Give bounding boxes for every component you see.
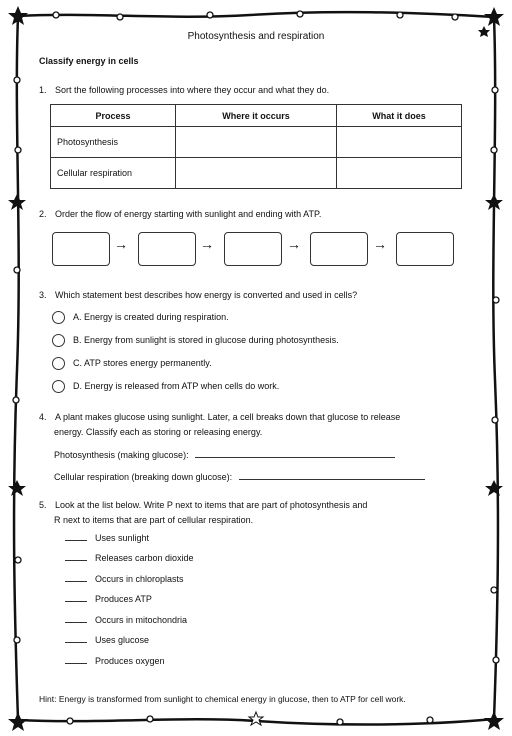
question-text-continued: R next to items that are part of cellular respiration.: [54, 515, 254, 525]
radio-circle-icon[interactable]: [52, 334, 65, 347]
table-row: [51, 158, 462, 189]
flow-box[interactable]: [396, 232, 454, 266]
process-table: [50, 104, 462, 189]
question-5: [39, 498, 367, 513]
option-label: B. Energy from sunlight is stored in glucose during photosynthesis.: [73, 334, 339, 345]
table-header: Process: [51, 105, 176, 127]
radio-circle-icon[interactable]: [52, 311, 65, 324]
question-text: Look at the list below. Write P next to items that are part of photosynthesis and: [55, 500, 368, 510]
flow-box[interactable]: [138, 232, 196, 266]
hint-text: Hint: Energy is transformed from sunlight to chemical energy in glucose, then to ATP for cell work.: [39, 694, 406, 704]
question-3: [39, 288, 357, 303]
radio-circle-icon[interactable]: [52, 380, 65, 393]
answer-blank[interactable]: [65, 622, 87, 623]
field-label: Cellular respiration (breaking down glucose):: [54, 472, 233, 482]
answer-blank[interactable]: [65, 560, 87, 561]
answer-blank[interactable]: [65, 642, 87, 643]
option-label: C. ATP stores energy permanently.: [73, 357, 212, 368]
question-text: Which statement best describes how energy is converted and used in cells?: [55, 290, 358, 300]
question-number: 5.: [39, 500, 47, 510]
question-number: 2.: [39, 209, 47, 219]
page-title: Photosynthesis and respiration: [187, 31, 325, 42]
arrow-right-icon: →: [287, 236, 301, 252]
arrow-right-icon: →: [200, 236, 214, 252]
section-heading: Classify energy in cells: [39, 56, 139, 66]
item-label: Produces oxygen: [95, 656, 165, 666]
star-icon: [8, 480, 26, 496]
list-item: [65, 553, 194, 563]
flow-box[interactable]: [224, 232, 282, 266]
question-text-continued: energy. Classify each as storing or releasing energy.: [54, 427, 263, 437]
option-label: A. Energy is created during respiration.: [73, 311, 229, 322]
question-2: [39, 207, 321, 222]
question-number: 1.: [39, 85, 47, 95]
question-number: 4.: [39, 412, 47, 422]
item-label: Occurs in mitochondria: [95, 615, 188, 625]
answer-line[interactable]: [239, 479, 425, 480]
question-1: [39, 83, 329, 98]
answer-cell[interactable]: [176, 158, 337, 189]
list-item: [65, 594, 152, 604]
star-icon: [484, 711, 504, 730]
star-icon: [8, 712, 28, 731]
answer-cell[interactable]: [337, 158, 462, 189]
question-text: Order the flow of energy starting with sunlight and ending with ATP.: [55, 209, 322, 219]
photosynthesis-field: [54, 448, 395, 463]
list-item: [65, 533, 149, 543]
flow-box[interactable]: [310, 232, 368, 266]
answer-blank[interactable]: [65, 540, 87, 541]
question-number: 3.: [39, 290, 47, 300]
item-label: Occurs in chloroplasts: [95, 574, 184, 584]
question-text: A plant makes glucose using sunlight. Later, a cell breaks down that glucose to release: [55, 412, 401, 422]
answer-cell[interactable]: [337, 127, 462, 158]
option-a[interactable]: [52, 311, 229, 324]
answer-blank[interactable]: [65, 601, 87, 602]
answer-cell[interactable]: [176, 127, 337, 158]
list-item: [65, 615, 187, 625]
star-icon: [485, 480, 503, 496]
answer-blank[interactable]: [65, 663, 87, 664]
table-cell: Photosynthesis: [51, 127, 176, 158]
item-label: Uses sunlight: [95, 533, 150, 543]
question-text: Sort the following processes into where they occur and what they do.: [55, 85, 330, 95]
answer-blank[interactable]: [65, 581, 87, 582]
list-item: [65, 574, 184, 584]
radio-circle-icon[interactable]: [52, 357, 65, 370]
list-item: [65, 656, 165, 666]
arrow-right-icon: →: [114, 236, 128, 252]
table-header: Where it occurs: [176, 105, 337, 127]
option-label: D. Energy is released from ATP when cells do work.: [73, 380, 280, 391]
respiration-field: [54, 470, 425, 485]
item-label: Releases carbon dioxide: [95, 553, 194, 563]
list-item: [65, 635, 149, 645]
table-row: [51, 127, 462, 158]
option-c[interactable]: [52, 357, 212, 370]
field-label: Photosynthesis (making glucose):: [54, 450, 189, 460]
star-icon: [249, 712, 263, 725]
item-label: Produces ATP: [95, 594, 152, 604]
item-label: Uses glucose: [95, 635, 150, 645]
table-header: What it does: [337, 105, 462, 127]
flow-box[interactable]: [52, 232, 110, 266]
question-4: [39, 410, 400, 425]
option-b[interactable]: [52, 334, 339, 347]
option-d[interactable]: [52, 380, 279, 393]
table-cell: Cellular respiration: [51, 158, 176, 189]
answer-line[interactable]: [195, 457, 395, 458]
arrow-right-icon: →: [373, 236, 387, 252]
